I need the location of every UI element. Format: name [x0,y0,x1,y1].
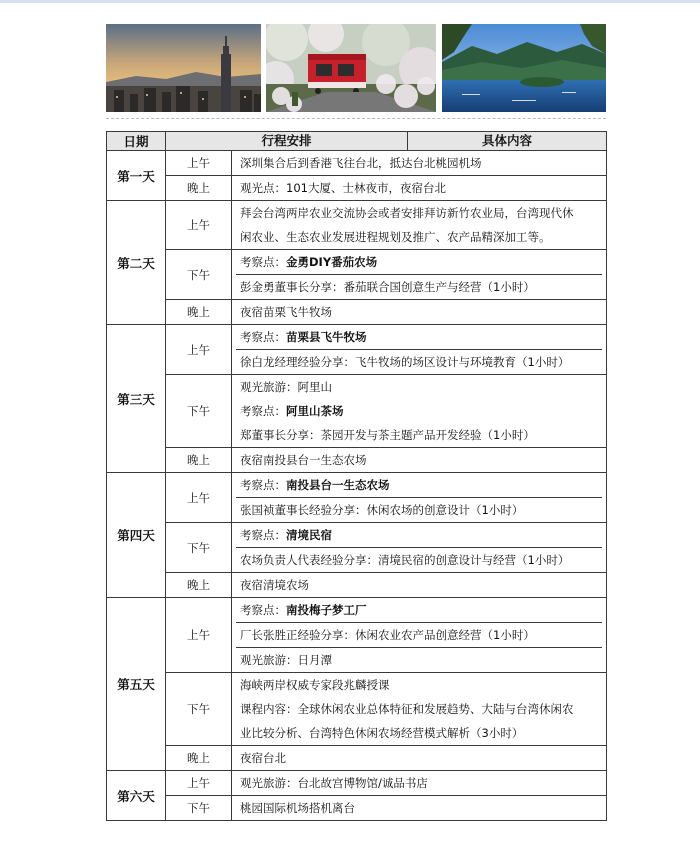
day-label: 第四天 [107,473,166,598]
day-label: 第三天 [107,325,166,473]
content-line: 厂长张胜正经验分享：休闲农业农产品创意经营（1小时） [236,622,602,647]
period-content [232,300,607,325]
itinerary-table [106,131,607,821]
content-line: 观光旅游：阿里山 [240,380,332,394]
table-row [107,598,607,673]
content-line: 业比较分析、台湾特色休闲农场经营模式解析（3小时） [240,726,524,740]
table-row [107,325,607,375]
content-line: 拜会台湾两岸农业交流协会或者安排拜访新竹农业局，台湾现代休 [240,206,574,220]
period-label: 晚上 [166,300,232,325]
table-row [107,176,607,201]
content-line: 郑董事长分享：茶园开发与茶主题产品开发经验（1小时） [240,428,535,442]
table-header-row [107,132,607,151]
visit-site: 南投梅子梦工厂 [286,603,367,617]
period-content [232,325,607,375]
header-date: 日期 [107,132,166,151]
period-content [232,746,607,771]
period-label: 上午 [166,151,232,176]
period-content [232,375,607,448]
period-content [232,771,607,796]
header-detail: 具体内容 [481,133,532,148]
content-line: 课程内容：全球休闲农业总体特征和发展趋势、大陆与台湾休闲农 [240,702,574,716]
content-line: 海峡两岸权威专家段兆麟授课 [240,678,390,692]
period-content [232,250,607,300]
period-content [232,448,607,473]
itinerary-body [107,151,607,821]
period-content [232,573,607,598]
table-row [107,673,607,746]
period-label: 下午 [166,250,232,300]
table-row [107,375,607,448]
content-line: 夜宿南投县台一生态农场 [240,453,367,467]
content-line: 桃园国际机场搭机离台 [240,801,355,815]
period-content [232,523,607,573]
period-label: 下午 [166,673,232,746]
period-content [232,598,607,673]
table-row [107,771,607,796]
day-label: 第五天 [107,598,166,771]
content-line: 观光旅游：台北故宫博物馆/诚品书店 [240,776,428,790]
table-row [107,796,607,821]
period-label: 上午 [166,473,232,523]
content-line: 夜宿苗栗飞牛牧场 [240,305,332,319]
visit-site: 阿里山茶场 [286,404,344,418]
content-line [236,399,602,423]
period-content [232,151,607,176]
period-label: 晚上 [166,448,232,473]
header-schedule-detail [166,132,607,151]
period-label: 晚上 [166,176,232,201]
period-label: 下午 [166,523,232,573]
content-line: 徐白龙经理经验分享：飞牛牧场的场区设计与环境教育（1小时） [236,349,602,374]
content-line: 深圳集合后到香港飞往台北，抵达台北桃园机场 [240,156,482,170]
table-row [107,250,607,300]
table-row [107,201,607,250]
content-line: 闲农业、生态农业发展进程规划及推广、农产品精深加工等。 [240,230,551,244]
table-row [107,746,607,771]
period-label: 下午 [166,796,232,821]
period-label: 下午 [166,375,232,448]
day-label: 第二天 [107,201,166,325]
top-border [0,0,700,3]
period-label: 晚上 [166,746,232,771]
table-row [107,473,607,523]
content-line [236,473,602,497]
period-content [232,673,607,746]
content-line [236,250,602,274]
content-line: 观光点：101大厦、士林夜市，夜宿台北 [240,181,446,195]
visit-prefix: 考察点： [240,478,286,492]
visit-prefix: 考察点： [240,528,286,542]
content-line [236,325,602,349]
header-schedule: 行程安排 [166,132,408,150]
table-row [107,151,607,176]
content-line: 观光旅游：日月潭 [236,647,602,672]
visit-prefix: 考察点： [240,330,286,344]
period-label: 上午 [166,598,232,673]
table-row [107,448,607,473]
content-line: 农场负责人代表经验分享：清境民宿的创意设计与经营（1小时） [236,547,602,572]
table-row [107,573,607,598]
period-label: 上午 [166,771,232,796]
content-line: 夜宿清境农场 [240,578,309,592]
period-content [232,473,607,523]
day-label: 第一天 [107,151,166,201]
period-content [232,201,607,250]
period-label: 晚上 [166,573,232,598]
dashed-divider [106,118,606,119]
content-line [236,523,602,547]
table-row [107,300,607,325]
visit-prefix: 考察点： [240,404,286,418]
content-line: 彭金勇董事长分享：番茄联合国创意生产与经营（1小时） [236,274,602,299]
period-content [232,176,607,201]
content-line: 夜宿台北 [240,751,286,765]
visit-site: 南投县台一生态农场 [286,478,390,492]
period-label: 上午 [166,201,232,250]
visit-site: 清境民宿 [286,528,332,542]
sun-moon-lake-photo [442,24,606,112]
period-content [232,796,607,821]
content-line: 张国祯董事长经验分享：休闲农场的创意设计（1小时） [236,497,602,522]
alishan-red-train-photo [266,24,436,112]
taipei-101-skyline-photo [106,24,261,112]
content-line [236,598,602,622]
visit-site: 金勇DIY番茄农场 [286,255,378,269]
period-label: 上午 [166,325,232,375]
day-label: 第六天 [107,771,166,821]
visit-prefix: 考察点： [240,603,286,617]
table-row [107,523,607,573]
visit-prefix: 考察点： [240,255,286,269]
visit-site: 苗栗县飞牛牧场 [286,330,367,344]
